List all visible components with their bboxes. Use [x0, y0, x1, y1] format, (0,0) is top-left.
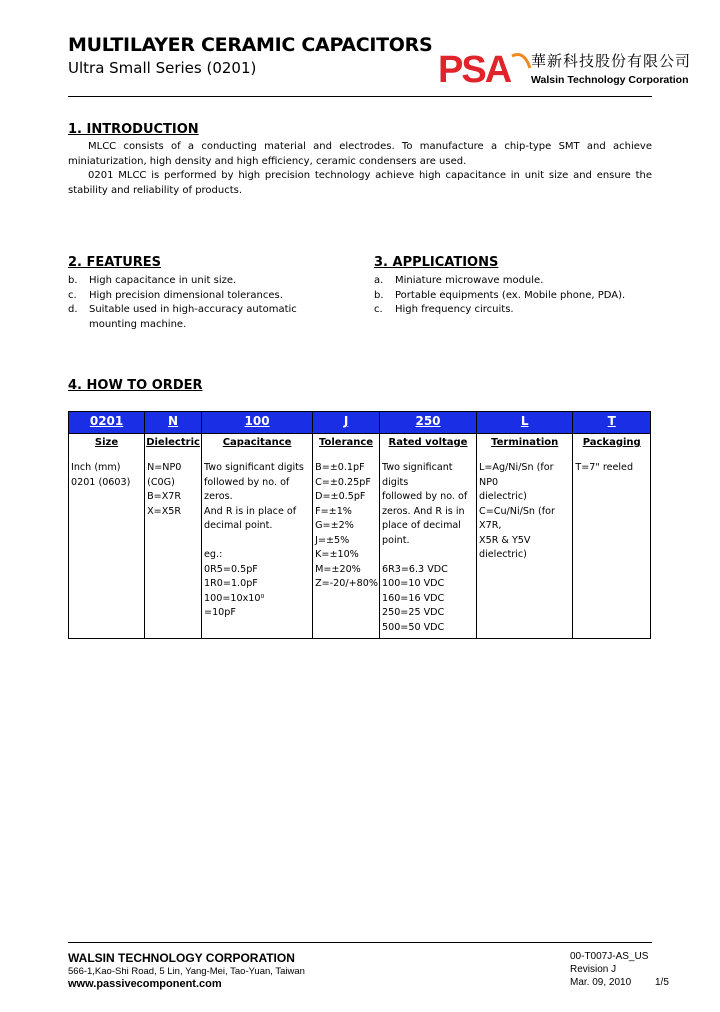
list-item: d. Suitable used in high-accuracy automatic mounting machine.: [68, 304, 297, 330]
applications-list: [374, 274, 654, 318]
detail-line: 160=16 VDC: [381, 592, 445, 604]
footer-address: 566-1,Kao-Shi Road, 5 Lin, Yang-Mei, Tao-Yuan, Taiwan: [68, 966, 305, 977]
detail-line: Two significant digits: [204, 462, 304, 473]
detail-line: followed by no. of zeros.: [204, 476, 290, 502]
tolerance-details: [313, 451, 380, 639]
detail-line: followed by no. of: [381, 491, 468, 502]
detail-line: Two significant digits: [381, 462, 453, 488]
label-tolerance: Tolerance: [313, 434, 380, 452]
detail-line: J=±5%: [315, 534, 350, 546]
label-capacitance: Capacitance: [202, 434, 313, 452]
company-name-chinese: 華新科技股份有限公司: [531, 52, 692, 70]
detail-line: [204, 534, 311, 549]
detail-line: C=±0.25pF: [315, 476, 371, 488]
intro-paragraph-2: 0201 MLCC is performed by high precision technology achieve high capacitance in unit size and ensure the stability and reliability of products.: [68, 170, 652, 196]
detail-line: D=±0.5pF: [315, 491, 366, 502]
list-item: b. High capacitance in unit size.: [68, 275, 237, 286]
detail-line: Inch (mm): [71, 462, 121, 473]
detail-line: K=±10%: [315, 549, 359, 560]
features-list: [68, 274, 353, 332]
detail-line: 0R5=0.5pF: [204, 563, 258, 575]
detail-line: 100=10 VDC: [381, 578, 445, 589]
detail-line: point.: [381, 534, 410, 546]
label-packaging: Packaging: [573, 434, 651, 452]
list-item: b. Portable equipments (ex. Mobile phone, PDA).: [374, 289, 626, 301]
size-details: [69, 451, 145, 639]
revision-date: Mar. 09, 2010: [570, 977, 632, 988]
detail-line: L=Ag/Ni/Sn (for NP0: [479, 462, 554, 488]
detail-line: (C0G): [147, 476, 175, 488]
packaging-details: [573, 451, 651, 639]
detail-line: X5R & Y5V dielectric): [479, 534, 531, 560]
detail-line: C=Cu/Ni/Sn (for X7R,: [479, 505, 555, 531]
code-capacitance: 100: [202, 412, 313, 434]
detail-line: 6R3=6.3 VDC: [381, 563, 448, 575]
dielectric-details: [145, 451, 202, 639]
applications-heading: 3. APPLICATIONS: [374, 255, 499, 270]
detail-line: eg.:: [204, 549, 223, 560]
detail-line: place of decimal: [381, 520, 461, 531]
detail-line: N=NP0: [147, 462, 182, 473]
detail-line: M=±20%: [315, 563, 361, 575]
detail-line: 0201 (0603): [71, 476, 131, 488]
order-code-table: [68, 411, 651, 639]
detail-line: 500=50 VDC: [381, 621, 445, 633]
detail-line: And R is in place of: [204, 505, 297, 517]
label-dielectric: Dielectric: [145, 434, 202, 452]
code-packaging: T: [573, 412, 651, 434]
document-title: MULTILAYER CERAMIC CAPACITORS: [68, 34, 433, 56]
detail-line: =10pF: [204, 607, 236, 618]
code-dielectric: N: [145, 412, 202, 434]
detail-line: T=7" reeled: [575, 462, 634, 473]
code-size: 0201: [69, 412, 145, 434]
psa-logo-text: PSA: [438, 49, 511, 90]
termination-details: [477, 451, 573, 639]
detail-line: dielectric): [479, 491, 527, 502]
order-heading: 4. HOW TO ORDER: [68, 378, 203, 393]
list-item: c. High frequency circuits.: [374, 304, 514, 315]
label-termination: Termination: [477, 434, 573, 452]
footer-company: WALSIN TECHNOLOGY CORPORATION: [68, 951, 295, 965]
label-size: Size: [69, 434, 145, 452]
page-number: 1/5: [655, 977, 669, 988]
order-label-row: [69, 434, 651, 452]
detail-line: zeros. And R is in: [381, 505, 465, 517]
detail-line: G=±2%: [315, 520, 354, 531]
company-name-english: Walsin Technology Corporation: [531, 74, 689, 86]
footer-website[interactable]: www.passivecomponent.com: [68, 978, 222, 990]
detail-line: X=X5R: [147, 505, 182, 517]
detail-line: decimal point.: [204, 520, 273, 531]
label-rated-voltage: Rated voltage: [379, 434, 476, 452]
list-item: a. Miniature microwave module.: [374, 275, 544, 286]
detail-line: B=±0.1pF: [315, 462, 365, 473]
detail-line: 1R0=1.0pF: [204, 578, 258, 589]
code-rated-voltage: 250: [379, 412, 476, 434]
detail-line: 100=10x10⁰: [204, 592, 265, 604]
rated-voltage-details: [379, 451, 476, 639]
capacitance-details: [202, 451, 313, 639]
detail-line: [382, 548, 475, 563]
detail-line: Z=-20/+80%: [315, 578, 378, 589]
code-termination: L: [477, 412, 573, 434]
document-number: 00-T007J-AS_US: [570, 951, 649, 962]
list-item: c. High precision dimensional tolerances.: [68, 289, 283, 301]
detail-line: 250=25 VDC: [381, 607, 445, 618]
detail-line: B=X7R: [147, 491, 182, 502]
code-tolerance: J: [313, 412, 380, 434]
intro-heading: 1. INTRODUCTION: [68, 122, 199, 137]
revision: Revision J: [570, 964, 617, 975]
detail-line: F=±1%: [315, 505, 352, 517]
intro-paragraph-1: MLCC consists of a conducting material and electrodes. To manufacture a chip-type SMT and achieve miniaturization, high density and high efficiency, ceramic condensers are used.: [68, 141, 652, 167]
document-subtitle: Ultra Small Series (0201): [68, 59, 257, 77]
header-rule: [68, 96, 652, 97]
footer-rule: [68, 942, 652, 943]
order-code-row: [69, 412, 651, 434]
order-detail-row: [69, 451, 651, 639]
features-heading: 2. FEATURES: [68, 255, 161, 270]
